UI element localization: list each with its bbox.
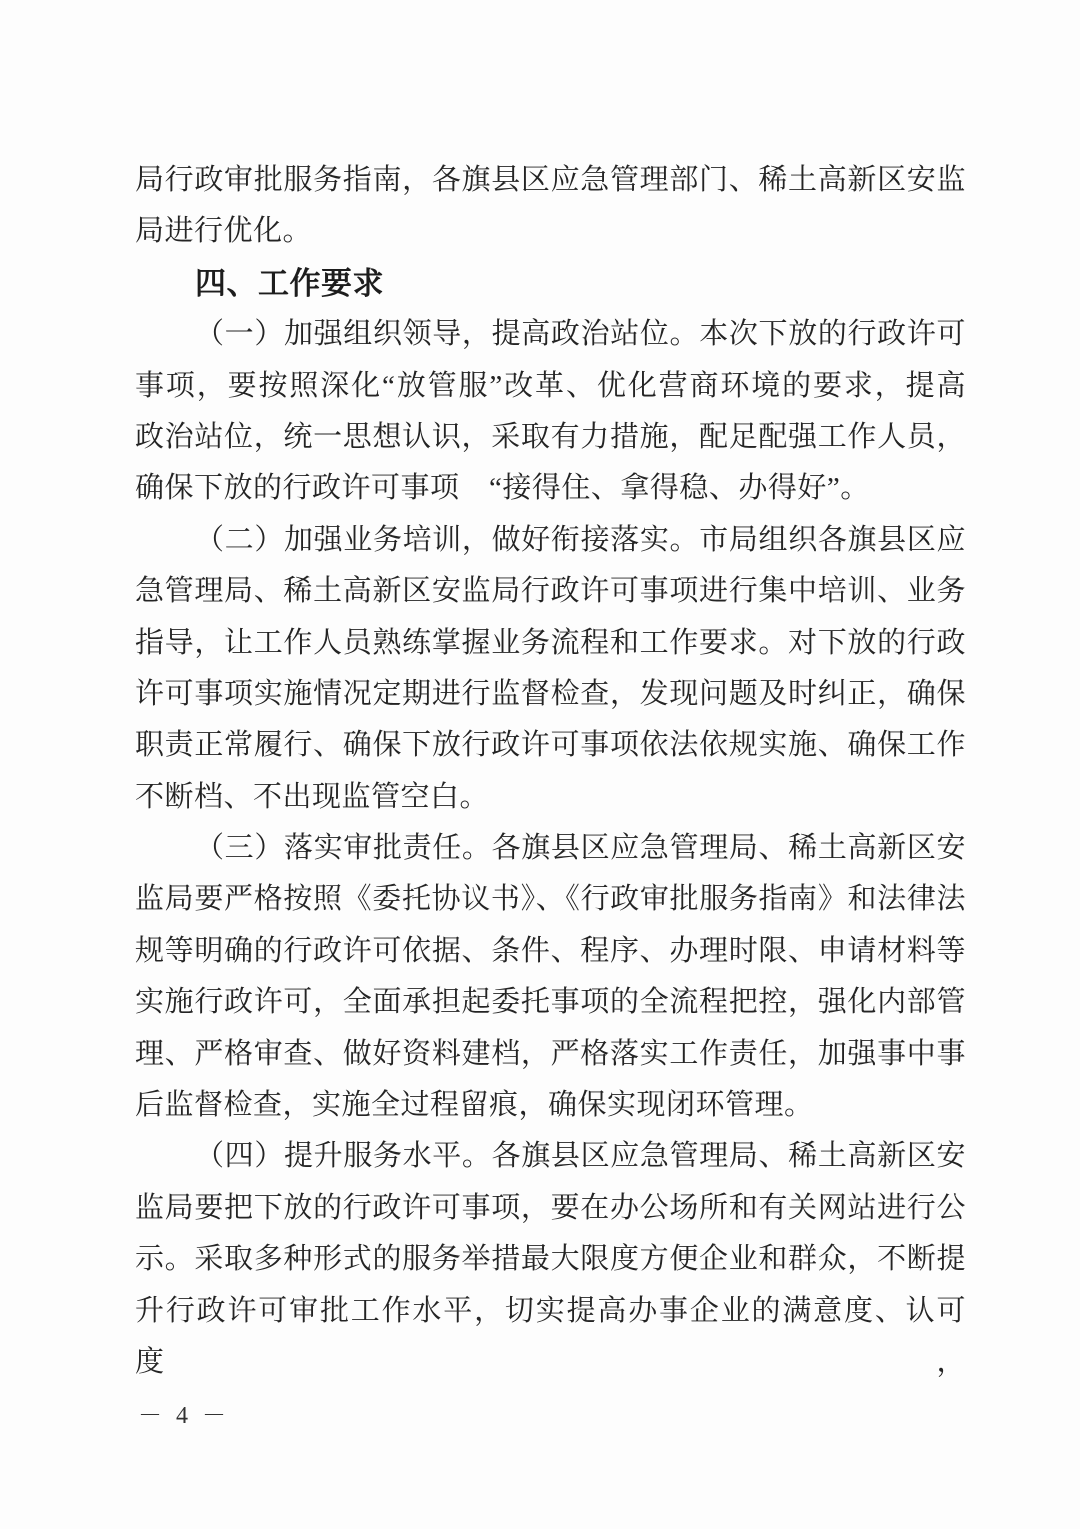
doc-line: 事项，要按照深化“放管服”改革、优化营商环境的要求，提高 (135, 369, 966, 402)
doc-line: 示。采取多种形式的服务举措最大限度方便企业和群众，不断提 (135, 1243, 966, 1276)
doc-line: 后监督检查，实施全过程留痕，确保实现闭环管理。 (135, 1089, 814, 1122)
doc-line: 局行政审批服务指南，各旗县区应急管理部门、稀土高新区安监 (135, 164, 966, 196)
doc-line: 不断档、不出现监管空白。 (135, 780, 490, 813)
doc-line: 许可事项实施情况定期进行监督检查，发现问题及时纠正，确保 (135, 677, 966, 710)
doc-line: 局进行优化。 (135, 215, 313, 248)
doc-line: 职责正常履行、确保下放行政许可事项依法依规实施、确保工作 (135, 729, 966, 762)
document-text-block (135, 155, 966, 1378)
doc-line: （四）提升服务水平。各旗县区应急管理局、稀土高新区安 (195, 1140, 966, 1173)
doc-line: 实施行政许可，全面承担起委托事项的全流程把控，强化内部管 (135, 986, 966, 1019)
doc-line: 确保下放的行政许可事项 “接得住、拿得稳、办得好”。 (135, 472, 870, 505)
doc-line: （二）加强业务培训，做好衔接落实。市局组织各旗县区应 (195, 523, 966, 556)
doc-line: 规等明确的行政许可依据、条件、程序、办理时限、申请材料等 (135, 934, 966, 967)
doc-line: 监局要把下放的行政许可事项，要在办公场所和有关网站进行公 (135, 1191, 966, 1224)
doc-line: （一）加强组织领导，提高政治站位。本次下放的行政许可 (195, 318, 966, 351)
doc-line: 指导，让工作人员熟练掌握业务流程和工作要求。对下放的行政 (135, 626, 966, 659)
doc-line: （三）落实审批责任。各旗县区应急管理局、稀土高新区安 (195, 832, 966, 865)
doc-line: 监局要严格按照《委托协议书》、《行政审批服务指南》和法律法 (135, 883, 966, 916)
doc-line: 急管理局、稀土高新区安监局行政许可事项进行集中培训、业务 (135, 575, 966, 608)
page-number: － 4 － (138, 1403, 230, 1429)
doc-line: 理、严格审查、做好资料建档，严格落实工作责任，加强事中事 (135, 1037, 966, 1070)
doc-line: 政治站位，统一思想认识，采取有力措施，配足配强工作人员， (135, 420, 966, 453)
section-heading: 四、工作要求 (195, 265, 384, 301)
doc-line: 升行政许可审批工作水平，切实提高办事企业的满意度、认可度， (135, 1294, 966, 1378)
